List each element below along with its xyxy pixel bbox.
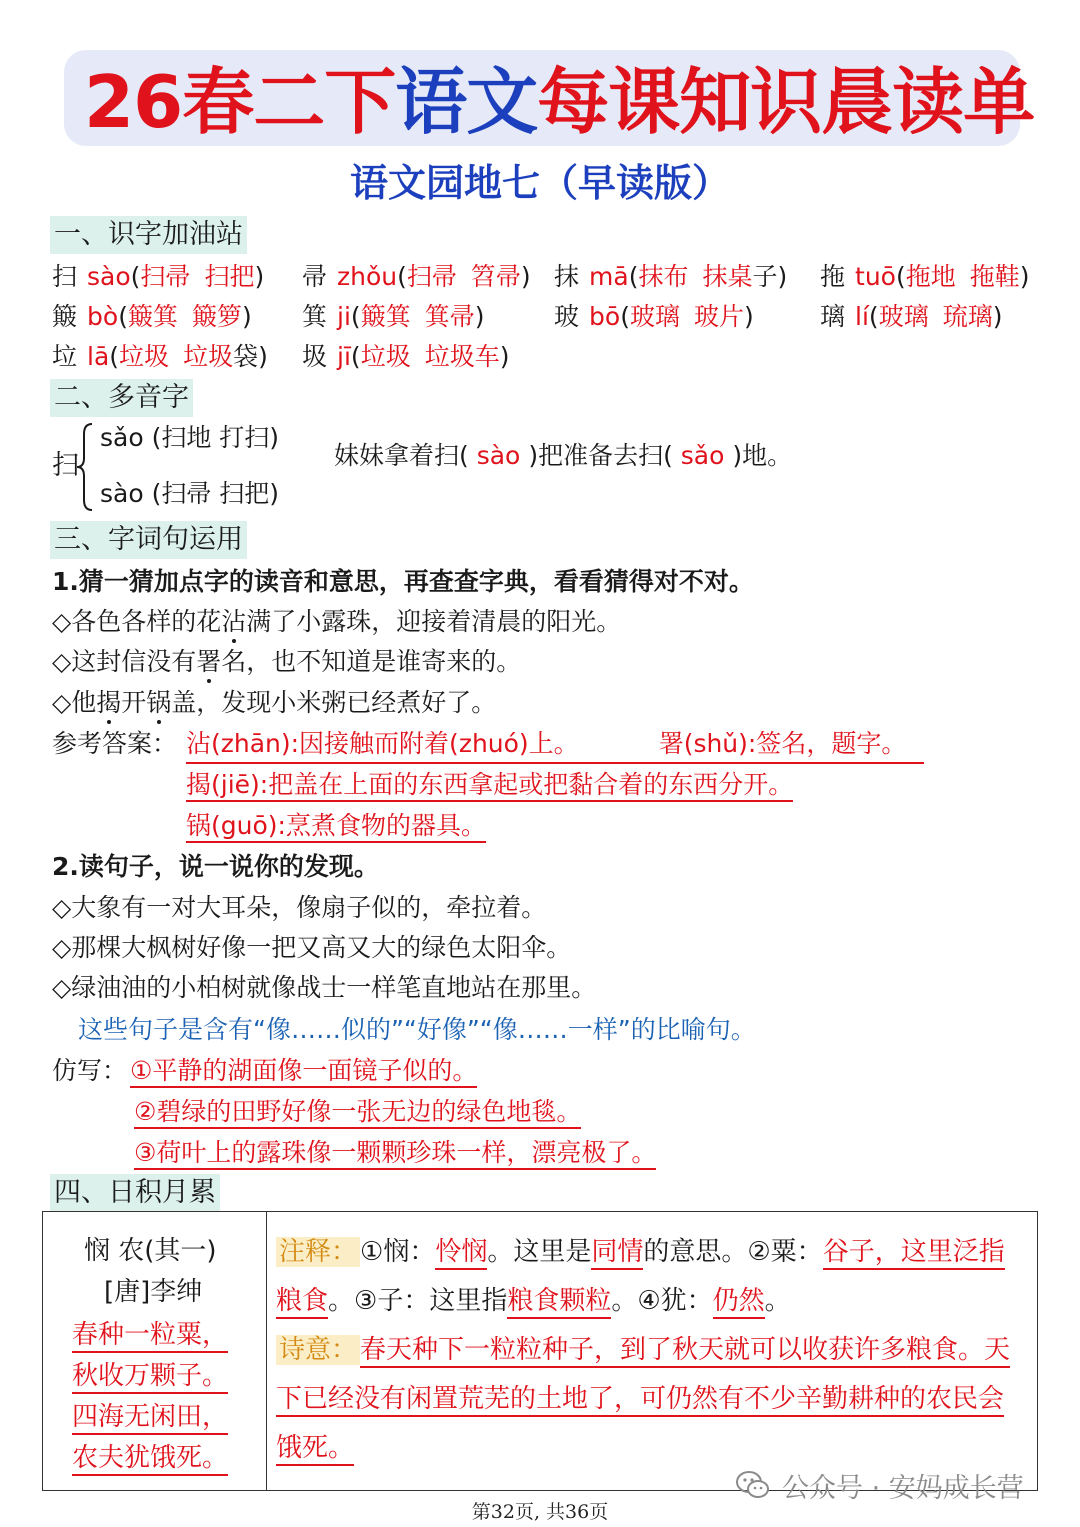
title-part-subject: 语文 xyxy=(395,60,538,144)
word-example: 簸箕 xyxy=(127,302,178,331)
word-example: 垃圾 xyxy=(360,342,411,371)
word-entry xyxy=(554,299,754,335)
note-text: 。 xyxy=(764,1286,791,1316)
answer-text: 署(shǔ):签名，题字。 xyxy=(658,729,907,758)
imitate-label: 仿写： xyxy=(52,1056,128,1085)
note-answer: 同情 xyxy=(591,1237,643,1270)
sentence-text: 开 xyxy=(121,688,147,717)
word-paren: ( xyxy=(895,262,906,291)
word-char: 圾 xyxy=(302,342,328,371)
word-paren: ) xyxy=(254,262,265,291)
sentence-1 xyxy=(52,604,621,640)
imitate-text: ②碧绿的田野好像一张无边的绿色地毯。 xyxy=(134,1097,581,1129)
word-example: 玻璃 xyxy=(629,302,680,331)
word-example: 玻璃 xyxy=(878,302,929,331)
word-pinyin: jī xyxy=(337,342,351,371)
sentence-2 xyxy=(52,644,521,680)
word-tail: 袋 xyxy=(233,342,259,371)
polyphone-sentence xyxy=(334,438,792,474)
note-line-2 xyxy=(276,1279,791,1323)
word-paren: ) xyxy=(777,262,788,291)
sentence-text: ◇这封信没有 xyxy=(52,647,197,676)
imitate-text: ③荷叶上的露珠像一颗颗珍珠一样，漂亮极了。 xyxy=(134,1138,656,1170)
word-char: 玻 xyxy=(554,302,580,331)
note-answer: 粮食 xyxy=(276,1286,328,1319)
word-example: 抹布 xyxy=(638,262,689,291)
word-example: 垃圾车 xyxy=(424,342,500,371)
title-part-grade: 26春二下 xyxy=(84,60,396,144)
poem-line-text: 春种一粒粟， xyxy=(72,1320,228,1353)
word-paren: ) xyxy=(520,262,531,291)
word-example: 垃圾 xyxy=(183,342,234,371)
imitate-3 xyxy=(134,1135,656,1171)
section-heading-polyphone: 二、多音字 xyxy=(50,379,193,417)
word-pinyin: mā xyxy=(589,262,629,291)
sentence-text: ◇各色各样的花 xyxy=(52,607,222,636)
note-text: 的意思。②粟： xyxy=(643,1237,823,1267)
word-pinyin: tuō xyxy=(855,262,896,291)
meaning-line-3 xyxy=(276,1426,354,1470)
dotted-char: 署 xyxy=(196,644,221,680)
word-char: 抹 xyxy=(554,262,580,291)
poem-divider xyxy=(266,1211,267,1491)
word-example: 拖鞋 xyxy=(969,262,1020,291)
word-char: 簸 xyxy=(52,302,78,331)
note-text: 。③子：这里指 xyxy=(328,1286,508,1316)
brace-icon xyxy=(76,422,94,512)
word-entry xyxy=(52,339,268,375)
word-entry xyxy=(554,259,787,295)
polyphone-answer-2: sǎo xyxy=(672,441,733,470)
simile-sentence-1: ◇大象有一对大耳朵，像扇子似的，牵拉着。 xyxy=(52,893,547,922)
meaning-line-1 xyxy=(276,1328,1010,1372)
word-entry xyxy=(820,299,1002,335)
poem-line-text: 四海无闲田， xyxy=(72,1402,228,1435)
note-answer: 粮食颗粒 xyxy=(507,1286,611,1319)
sentence-text: 盖，发现小米粥已经煮好了。 xyxy=(171,688,497,717)
word-example: 琉璃 xyxy=(942,302,993,331)
meaning-text: 饿死。 xyxy=(276,1433,354,1466)
title-part-name: 每课知识晨读单 xyxy=(537,60,1035,144)
meaning-line-2 xyxy=(276,1377,1004,1421)
word-paren: ) xyxy=(474,302,485,331)
word-example: 笤帚 xyxy=(470,262,521,291)
simile-sentence-3: ◇绿油油的小柏树就像战士一样笔直地站在那里。 xyxy=(52,973,597,1002)
polyphone-answer-1: sào xyxy=(468,441,529,470)
word-entry xyxy=(302,299,484,335)
note-label: 注释： xyxy=(276,1237,360,1267)
note-answer: 谷子，这里泛指 xyxy=(823,1237,1005,1270)
sentence-text: 满了小露珠，迎接着清晨的阳光。 xyxy=(246,607,622,636)
section-heading-accumulation: 四、日积月累 xyxy=(50,1174,220,1212)
word-char: 璃 xyxy=(820,302,846,331)
meaning-label: 诗意： xyxy=(276,1335,360,1365)
word-char: 扫 xyxy=(52,262,78,291)
poem-line xyxy=(72,1356,228,1396)
note-text: 。④犹： xyxy=(611,1286,713,1316)
word-example: 拖地 xyxy=(905,262,956,291)
note-text: ①悯： xyxy=(360,1237,436,1267)
word-example: 扫帚 xyxy=(406,262,457,291)
word-paren: ( xyxy=(350,302,361,331)
word-entry xyxy=(52,259,264,295)
answer-text: 揭(jiē):把盖在上面的东西拿起或把黏合着的东西分开。 xyxy=(186,770,793,802)
word-paren: ( xyxy=(868,302,879,331)
word-tail: 子 xyxy=(752,262,778,291)
note-line-1 xyxy=(276,1230,1005,1274)
word-pinyin: zhǒu xyxy=(337,262,398,291)
meaning-text: 下已经没有闲置荒芜的土地了，可仍然有不少辛勤耕种的农民会 xyxy=(276,1384,1004,1417)
imitate-1 xyxy=(130,1053,477,1089)
word-char: 帚 xyxy=(302,262,328,291)
word-entry xyxy=(302,259,531,295)
poem-title: 悯 农(其一) xyxy=(84,1236,217,1266)
word-paren: ) xyxy=(743,302,754,331)
word-paren: ( xyxy=(628,262,639,291)
section-heading-usage: 三、字词句运用 xyxy=(50,521,247,559)
page-footer: 第32页, 共36页 xyxy=(471,1501,609,1523)
sentence-3 xyxy=(52,685,496,721)
simile-sentence-2: ◇那棵大枫树好像一把又高又大的绿色太阳伞。 xyxy=(52,933,572,962)
word-paren: ( xyxy=(109,342,120,371)
section-heading-literacy: 一、识字加油站 xyxy=(50,216,247,254)
dotted-char: 揭 xyxy=(96,685,121,721)
imitate-2 xyxy=(134,1094,581,1130)
word-example: 垃圾 xyxy=(119,342,170,371)
answer-label: 参考答案： xyxy=(52,729,178,758)
sentence-text: 名，也不知道是谁寄来的。 xyxy=(221,647,522,676)
sentence-text: ◇他 xyxy=(52,688,97,717)
polyphone-reading-2: sào (扫帚 扫把) xyxy=(100,479,280,508)
poem-line xyxy=(72,1315,228,1355)
word-paren: ) xyxy=(241,302,252,331)
word-pinyin: lí xyxy=(855,302,869,331)
meaning-text: 春天种下一粒粒种子，到了秋天就可以收获许多粮食。天 xyxy=(360,1335,1010,1368)
dotted-char: 锅 xyxy=(146,685,171,721)
word-paren: ( xyxy=(620,302,630,331)
dotted-char: 沾 xyxy=(221,604,246,640)
word-pinyin: lā xyxy=(87,342,110,371)
page-title xyxy=(84,62,1034,142)
word-entry xyxy=(52,299,252,335)
question-1: 1.猜一猜加点字的读音和意思，再查查字典，看看猜得对不对。 xyxy=(52,567,754,596)
word-char: 垃 xyxy=(52,342,78,371)
imitate-text: ①平静的湖面像一面镜子似的。 xyxy=(130,1056,477,1088)
polyphone-reading-1: sǎo (扫地 打扫) xyxy=(100,423,280,452)
wechat-icon xyxy=(736,1470,770,1500)
word-entry xyxy=(302,339,509,375)
polyphone-sentence-part: )地。 xyxy=(732,441,793,470)
watermark-text: 公众号 · 安妈成长营 xyxy=(782,1472,1024,1504)
word-example: 扫把 xyxy=(204,262,255,291)
question-2: 2.读句子，说一说你的发现。 xyxy=(52,852,379,881)
polyphone-sentence-part: 妹妹拿着扫( xyxy=(334,441,469,470)
word-example: 簸箩 xyxy=(191,302,242,331)
word-paren: ( xyxy=(130,262,141,291)
word-paren: ( xyxy=(397,262,407,291)
word-paren: ( xyxy=(118,302,128,331)
word-pinyin: ji xyxy=(337,302,351,331)
finding-text: 这些句子是含有“像……似的”“好像”“像……一样”的比喻句。 xyxy=(78,1015,756,1044)
word-paren: ) xyxy=(258,342,268,371)
word-pinyin: sào xyxy=(87,262,131,291)
page-subtitle: 语文园地七（早读版） xyxy=(349,161,730,205)
word-example: 抹桌 xyxy=(702,262,753,291)
word-pinyin: bō xyxy=(589,302,621,331)
poem-line-text: 秋收万颗子。 xyxy=(72,1361,228,1394)
word-pinyin: bò xyxy=(87,302,119,331)
note-answer: 怜悯 xyxy=(435,1237,487,1270)
word-example: 箕帚 xyxy=(424,302,475,331)
polyphone-sentence-part: )把准备去扫( xyxy=(528,441,673,470)
note-text: 。这里是 xyxy=(487,1237,592,1267)
word-paren: ) xyxy=(1019,262,1030,291)
word-entry xyxy=(820,259,1030,295)
polyphone-char: 扫 xyxy=(52,450,79,481)
poem-line-text: 农夫犹饿死。 xyxy=(72,1443,228,1476)
answer-text: 锅(guō):烹煮食物的器具。 xyxy=(186,811,486,843)
word-paren: ) xyxy=(499,342,510,371)
answer-line-3 xyxy=(186,808,486,844)
poem-line xyxy=(72,1397,228,1437)
word-char: 箕 xyxy=(302,302,328,331)
word-example: 扫帚 xyxy=(140,262,191,291)
answer-line-1 xyxy=(186,726,924,762)
answer-line-2 xyxy=(186,767,793,803)
answer-text: 沾(zhān):因接触而附着(zhuó)上。 xyxy=(186,729,579,758)
word-char: 拖 xyxy=(820,262,846,291)
poem-author: [唐]李绅 xyxy=(104,1277,203,1307)
note-answer: 仍然 xyxy=(713,1286,765,1319)
word-example: 玻片 xyxy=(693,302,744,331)
poem-line xyxy=(72,1438,228,1478)
word-paren: ) xyxy=(992,302,1003,331)
word-example: 簸箕 xyxy=(360,302,411,331)
word-paren: ( xyxy=(350,342,361,371)
